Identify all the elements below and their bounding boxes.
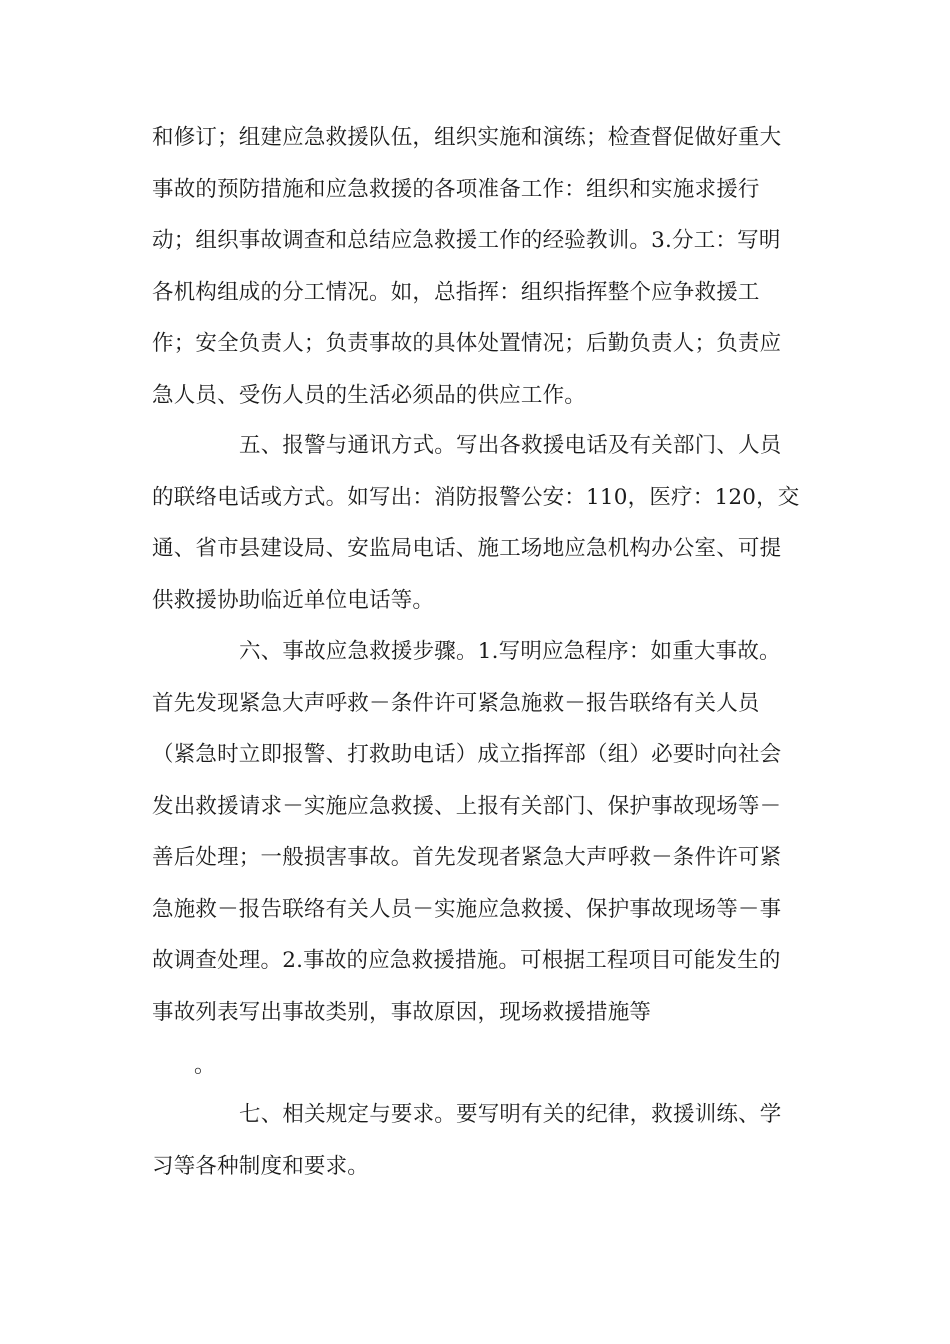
text-line: 急施救－报告联络有关人员－实施应急救援、保护事故现场等－事 (152, 896, 782, 922)
text-line: 作；安全负责人；负责事故的具体处置情况；后勤负责人；负责应 (152, 331, 782, 356)
text-line: 事故列表写出事故类别，事故原因，现场救援措施等 (152, 999, 652, 1025)
text-line: 各机构组成的分工情况。如，总指挥：组织指挥整个应争救援工 (152, 279, 760, 305)
text-line: 和修订；组建应急救援队伍，组织实施和演练；检查督促做好重大 (152, 125, 782, 150)
text-line: 故调查处理。2.事故的应急救援措施。可根据工程项目可能发生的 (152, 948, 781, 973)
text-line: 通、省市县建设局、安监局电话、施工场地应急机构办公室、可提 (152, 536, 782, 561)
paragraph-rescue-steps (152, 626, 802, 1038)
paragraph-stray-period (152, 1040, 802, 1092)
text-line: 善后处理；一般损害事故。首先发现者紧急大声呼救－条件许可紧 (152, 845, 782, 870)
text-line: 习等各种制度和要求。 (152, 1153, 370, 1179)
text-line: 。 (194, 1053, 216, 1078)
section-heading-line: 六、事故应急救援步骤。1.写明应急程序：如重大事故。 (239, 639, 781, 664)
text-line: 事故的预防措施和应急救援的各项准备工作：组织和实施求援行 (152, 176, 760, 202)
paragraph-responsibilities (152, 112, 802, 421)
text-line: 急人员、受伤人员的生活必须品的供应工作。 (152, 382, 587, 408)
text-line: 动；组织事故调查和总结应急救援工作的经验教训。3.分工：写明 (152, 228, 781, 253)
section-heading-line: 七、相关规定与要求。要写明有关的纪律，救援训练、学 (239, 1102, 782, 1127)
text-line: 首先发现紧急大声呼救－条件许可紧急施救－报告联络有关人员 (152, 690, 760, 716)
text-line: （紧急时立即报警、打救助电话）成立指挥部（组）必要时向社会 (152, 742, 782, 767)
text-line: 的联络电话或方式。如写出：消防报警公安：110，医疗：120，交 (152, 484, 800, 510)
text-line: 供救援协助临近单位电话等。 (152, 587, 435, 613)
paragraph-alarm-communication (152, 420, 802, 626)
text-line: 发出救援请求－实施应急救援、上报有关部门、保护事故现场等－ (152, 793, 782, 819)
section-heading-line: 五、报警与通讯方式。写出各救援电话及有关部门、人员 (239, 433, 782, 458)
paragraph-regulations (152, 1089, 802, 1192)
